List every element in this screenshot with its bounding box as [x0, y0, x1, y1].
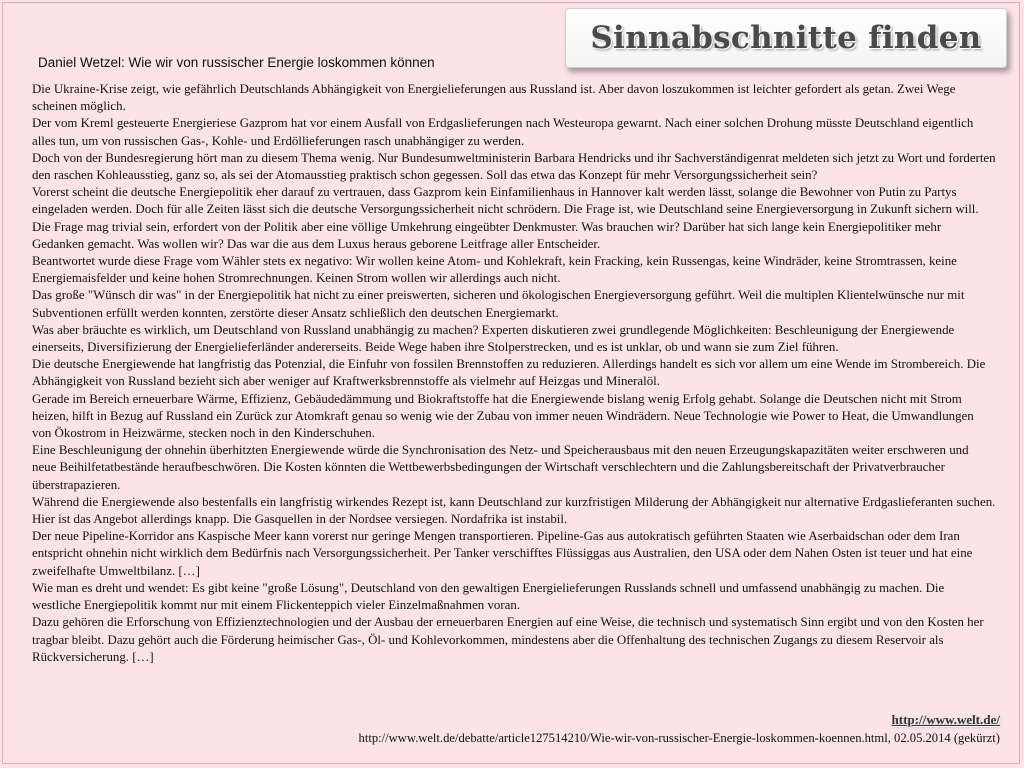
- source-citation: http://www.welt.de/debatte/article127514210/Wie-wir-von-russischer-Energie-loskommen-koennen.html, 02.05.2014 (gekürzt): [358, 731, 1000, 745]
- slide-title: Sinnabschnitte finden: [590, 20, 982, 56]
- article-body: [32, 81, 996, 666]
- paragraph: Die Frage mag trivial sein, erfordert von der Politik aber eine völlige Umkehrung eingeübter Denkmuster. Was brauchen wir? Darüber hat sich lange kein Energiepolitiker mehr Gedanken gemacht. Was wollen wir? Das war die aus dem Luxus heraus geborene Leitfrage aller Entscheider.: [32, 219, 942, 251]
- paragraph: Der vom Kreml gesteuerte Energieriese Gazprom hat vor einem Ausfall von Erdgaslieferungen nach Westeuropa gewarnt. Nach einer solchen Drohung müsste Deutschland eigentlich alles tun, um von russischen Gas-, Kohle- und Erdöllieferungen rasch unabhängiger zu werden.: [32, 116, 974, 148]
- welt-link[interactable]: http://www.welt.de/: [891, 712, 1000, 727]
- paragraph: Was aber bräuchte es wirklich, um Deutschland von Russland unabhängig zu machen? Experten diskutieren zwei grundlegende Möglichkeiten: Beschleunigung der Energiewende einerseits, Diversifizierung der Energielieferländer andererseits. Beide Wege haben ihre Stolperstrecken, und es ist unklar, ob und wann sie zum Ziel führen.: [32, 322, 955, 355]
- paragraph: Dazu gehören die Erforschung von Effizienztechnologien und der Ausbau der erneuerbaren Energien auf eine Weise, die technisch und systematisch Sinn ergibt und von den Kosten her tragbar bleibt. Dazu gehört auch die Förderung heimischer Gas-, Öl- und Kohlevorkommen, mindestens aber die Offenhaltung des technischen Zugangs zu diesem Reservoir als Rückversicherung. […]: [32, 615, 984, 664]
- paragraph: Vorerst scheint die deutsche Energiepolitik eher darauf zu vertrauen, dass Gazprom kein Einfamilienhaus in Hannover kalt werden lässt, solange die Bewohner von Putin zu Partys eingeladen werden. Doch für alle Zeiten lässt sich die deutsche Versorgungssicherheit nicht schrödern. Die Frage ist, wie Deutschland seine Energieversorgung in Zukunft sichern will.: [32, 185, 979, 217]
- paragraph: Der neue Pipeline-Korridor ans Kaspische Meer kann vorerst nur geringe Mengen transportieren. Pipeline-Gas aus autokratisch geführten Staaten wie Aserbaidschan oder dem Iran entspricht ohnehin nicht wirklich dem Bedürfnis nach Versorgungssicherheit. Per Tanker verschifftes Flüssiggas aus Australien, den USA oder dem Nahen Osten ist teuer und hat eine zweifelhafte Umweltbilanz. […]: [32, 529, 973, 578]
- title-banner: [565, 8, 1007, 68]
- paragraph: Beantwortet wurde diese Frage vom Wähler stets ex negativo: Wir wollen keine Atom- und Kohlekraft, kein Fracking, kein Russengas, keine Windräder, keine Stromtrassen, keine Energiemaisfelder und keine hohen Stromrechnungen. Keinen Strom wollen wir allerdings auch nicht.: [32, 254, 957, 286]
- paragraph: Die Ukraine-Krise zeigt, wie gefährlich Deutschlands Abhängigkeit von Energielieferungen aus Russland ist. Aber davon loszukommen ist leichter gefordert als getan. Zwei Wege scheinen möglich.: [32, 82, 956, 114]
- paragraph: Gerade im Bereich erneuerbare Wärme, Effizienz, Gebäudedämmung und Biokraftstoffe hat die Energiewende bislang wenig Erfolg gehabt. Solange die Deutschen nicht mit Strom heizen, hilft in Bezug auf Russland ein Zurück zur Atomkraft genau so wenig wie der Zubau von immer neuen Windrädern. Neue Technologie wie Power to Heat, die Umwandlungen von Ökostrom in Heizwärme, stecken noch in den Kinderschuhen.: [32, 391, 974, 441]
- paragraph: Eine Beschleunigung der ohnehin überhitzten Energiewende würde die Synchronisation des Netz- und Speicherausbaus mit den neuen Erzeugungskapazitäten weiter erschweren und neue Beihilfetatbestände heraufbeschwören. Die Kosten könnten die Wettbewerbsbedingungen der Wirtschaft verschlechtern und die Zahlungsbereitschaft der Privatverbraucher überstrapazieren.: [32, 443, 969, 492]
- paragraph: Wie man es dreht und wendet: Es gibt keine "große Lösung", Deutschland von den gewaltigen Energielieferungen Russlands schnell und umfassend unabhängig zu machen. Die westliche Energiepolitik kommt nur mit einem Flickenteppich vieler Einzelmaßnahmen voran.: [32, 580, 945, 613]
- article-heading: Daniel Wetzel: Wie wir von russischer Energie loskommen können: [38, 55, 435, 70]
- paragraph: Doch von der Bundesregierung hört man zu diesem Thema wenig. Nur Bundesumweltministerin Barbara Hendricks und ihr Sachverständigenrat meldeten sich jetzt zu Wort und forderten den raschen Kohleausstieg, ganz so, als sei der Atomausstieg praktisch schon gegessen. Soll das etwa das Konzept für mehr Versorgungssicherheit sein?: [32, 150, 996, 183]
- paragraph: Während die Energiewende also bestenfalls ein langfristig wirkendes Rezept ist, kann Deutschland zur kurzfristigen Milderung der Abhängigkeit nur alternative Erdgaslieferanten suchen. Hier ist das Angebot allerdings knapp. Die Gasquellen in der Nordsee versiegen. Nordafrika ist instabil.: [32, 494, 996, 527]
- paragraph: Die deutsche Energiewende hat langfristig das Potenzial, die Einfuhr von fossilen Brennstoffen zu reduzieren. Allerdings handelt es sich vor allem um eine Wende im Strombereich. Die Abhängigkeit von Russland bezieht sich aber weniger auf Kraftwerksbrennstoffe als vielmehr auf Heizgas und Mineralöl.: [32, 357, 986, 389]
- paragraph: Das große "Wünsch dir was" in der Energiepolitik hat nicht zu einer preiswerten, sicheren und ökologischen Energieversorgung geführt. Weil die multiplen Klientelwünsche nur mit Subventionen erfüllt werden konnten, zerstörte dieser Ansatz schließlich den deutschen Energiemarkt.: [32, 288, 965, 320]
